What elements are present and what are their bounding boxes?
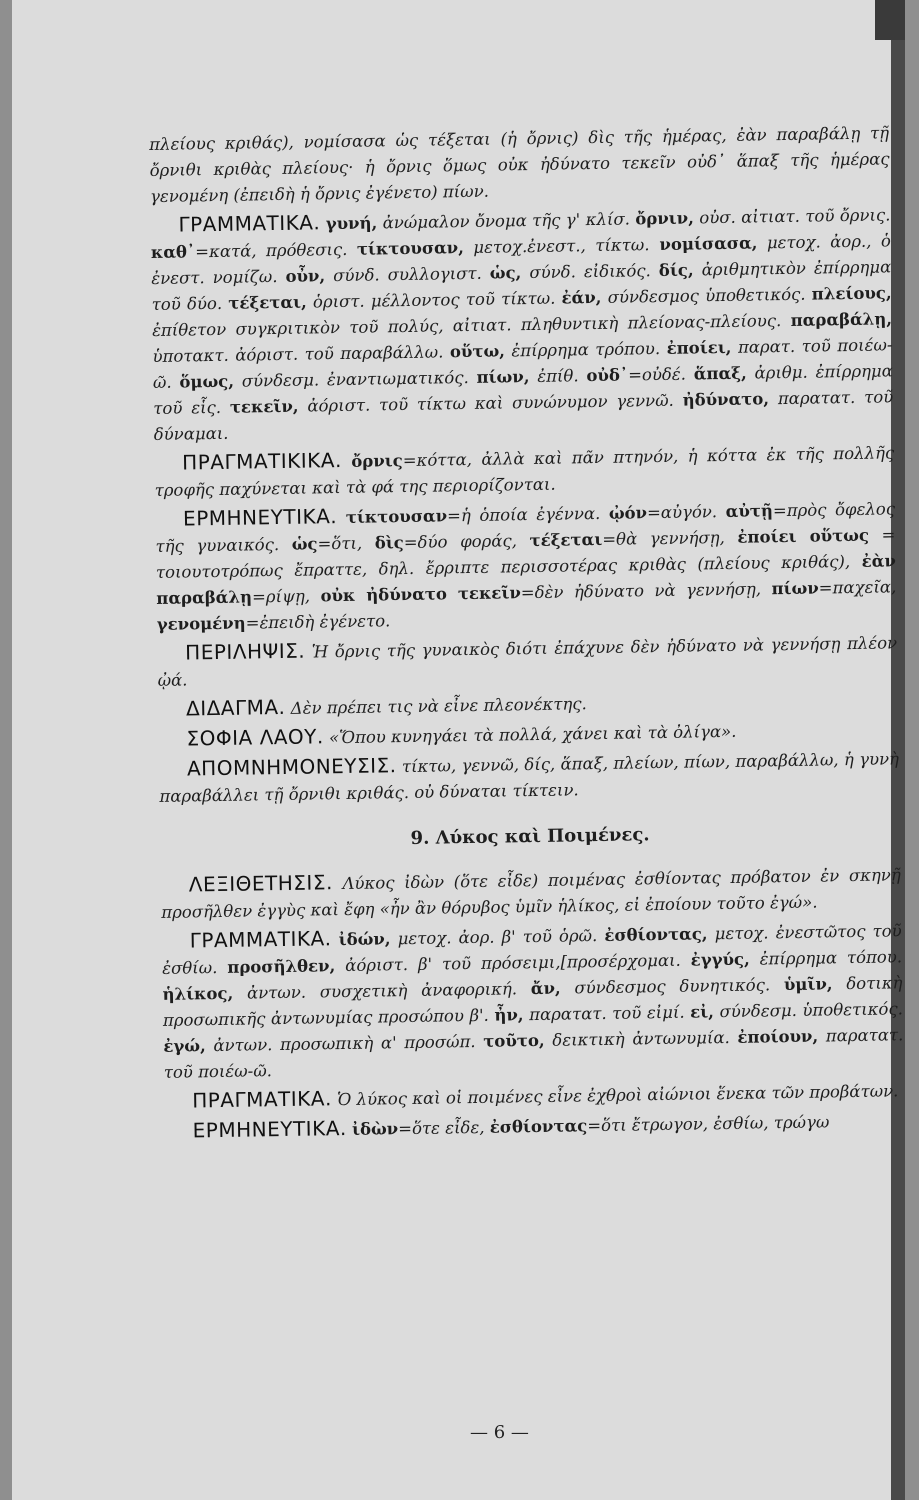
term: δὶς: [374, 533, 404, 553]
heading-grammatika: ΓΡΑΜΜΑΤΙΚΑ.: [189, 926, 332, 953]
paragraph-continuation: πλείους κριθάς), νομίσασα ὡς τέξεται (ἡ ὄρνις) δὶς τῆς ἡμέρας, ἐὰν παραβάλῃ τῇ ὄρνιθι κριθὰς πλείους· ἡ ὄρνις ὅμως οὐκ ἠδύνατο τεκεῖν οὐδ᾽ ἅπαξ τῆς ἡμέρας γενομένη (ἐπειδὴ ἡ ὄρνις ἐγένετο) πίων.: [149, 123, 890, 206]
gloss: παρατατ. τοῦ ποιέω-ῶ.: [163, 1025, 904, 1082]
term: ἐγγύς,: [690, 949, 750, 970]
gloss: σύνδ. συλλογιστ.: [325, 263, 490, 286]
apomnimoneusis-text: τίκτω, γεννῶ, δίς, ἅπαξ, πλείων, πίων, παραβάλλω, ἡ γυνὴ παραβάλλει τῇ ὄρνιθι κριθάς. οὐ δύναται τίκτειν.: [159, 749, 900, 806]
term: ἦν,: [494, 1005, 524, 1025]
gloss: σύνδεσμ. ἐναντιωματικός.: [233, 367, 477, 391]
grammatika-entries: [151, 205, 894, 444]
term: ἐσθίοντας: [489, 1116, 588, 1137]
heading-ermineutika: ΕΡΜΗΝΕΥΤΙΚΑ.: [182, 504, 338, 531]
term: ὑμῖν,: [783, 974, 833, 995]
gloss: =ρίψῃ,: [251, 586, 321, 607]
gloss: ἀόριστ. β' τοῦ πρόσειμι,[προσέρχομαι.: [335, 950, 691, 976]
heading-lexithetisis: ΛΕΞΙΘΕΤΗΣΙΣ.: [188, 870, 334, 897]
gloss: σύνδεσμ. ὑποθετικός.: [713, 999, 904, 1022]
term: πίων,: [476, 367, 530, 387]
term: ἰδών,: [338, 929, 391, 950]
gloss: =ὅτι ἔτρωγον, ἐσθίω, τρώγω: [587, 1112, 830, 1136]
gloss: ἀνώμαλον ὄνομα τῆς γ' κλίσ.: [377, 209, 636, 233]
ermineutika-entries: [352, 1112, 830, 1138]
gloss: δοτικὴ προσωπικῆς ἀντωνυμίας προσώπου β'.: [162, 973, 903, 1030]
gloss: =θὰ γεννήσῃ,: [602, 527, 738, 549]
gloss: ἐπίθ.: [529, 366, 587, 387]
term: ὡς,: [489, 263, 522, 283]
gloss: σύνδεσμος δυνητικός.: [560, 975, 785, 998]
heading-pragmatika: ΠΡΑΓΜΑΤΙΚΑ.: [192, 1086, 333, 1113]
heading-ermineutika: ΕΡΜΗΝΕΥΤΙΚΑ.: [192, 1116, 347, 1143]
grammatika-paragraph: [150, 200, 894, 448]
section-title: 9. Λύκος καὶ Ποιμένες.: [410, 824, 650, 849]
gloss: =ἐπειδὴ ἐγένετο.: [245, 611, 391, 633]
term: εἰ,: [690, 1002, 715, 1022]
term: ἐποίει,: [666, 337, 732, 358]
book-page: [12, 0, 905, 1500]
term: ἐγώ,: [163, 1036, 206, 1056]
gloss: =κόττα, ἀλλὰ καὶ πᾶν πτηνόν, ἡ κόττα ἐκ τῆς πολλῆς τροφῆς παχύνεται καὶ τὰ φά της περιορίζονται.: [154, 443, 895, 500]
grammatika-paragraph-2: [162, 916, 904, 1086]
gloss: ὑποτακτ. ἀόριστ. τοῦ παραβάλλω.: [152, 342, 451, 366]
perilipsis-text: Ἡ ὄρνις τῆς γυναικὸς διότι ἐπάχυνε δὲν ἠδύνατο νὰ γεννήσῃ πλέον ᾠά.: [157, 633, 898, 690]
gloss: ἀριθμητικὸν ἐπίρρημα τοῦ δύο.: [151, 257, 892, 314]
term: πίων: [771, 578, 819, 599]
gloss: παρατ. τοῦ ποιέω-ῶ.: [152, 335, 893, 392]
term: τέξεται: [529, 529, 603, 551]
gloss: δεικτικὴ ἀντωνυμία.: [544, 1027, 738, 1050]
gloss: ἀντων. προσωπικὴ α' προσώπ.: [205, 1031, 484, 1056]
perilipsis-paragraph: [157, 628, 898, 694]
term: ἐποίουν,: [737, 1026, 819, 1047]
gloss: =ἡ ὁποία ἐγέννα.: [446, 503, 610, 526]
term: παραβάλῃ,: [790, 309, 893, 330]
pragmatika-paragraph: [154, 438, 895, 504]
term: ἐὰν παραβάλῃ: [156, 551, 896, 608]
term: νομίσασα,: [649, 233, 758, 255]
gloss: ἐπίρρημα τρόπου.: [504, 338, 667, 361]
gloss: ἀόριστ. τοῦ τίκτω καὶ συνώνυμον γεννῶ.: [298, 390, 683, 416]
didagma-text: Δὲν πρέπει τις νὰ εἶνε πλεονέκτης.: [290, 694, 587, 718]
term: ἡλίκος,: [162, 983, 234, 1004]
gloss: μετοχ. ἀορ., ὁ ἐνεστ. νομίζω.: [151, 231, 891, 288]
gloss: σύνδεσμος ὑποθετικός.: [601, 284, 812, 307]
pragmatika-text: Ὁ λύκος καὶ οἱ ποιμένες εἶνε ἐχθροὶ αἰώνιοι ἕνεκα τῶν προβάτων.: [336, 1081, 899, 1110]
term: ὄρνις: [351, 451, 403, 471]
gloss: ἐπίρρημα τόπου.: [749, 947, 903, 969]
gloss: = τοιουτοτρόπως ἔπραττε, δηλ. ἔρριπτε περισσοτέρας κριθὰς (πλείους κριθάς),: [155, 525, 896, 582]
heading-perilipsis: ΠΕΡΙΛΗΨΙΣ.: [184, 638, 306, 665]
term: αὐτῇ: [725, 501, 774, 521]
term: γενομένη: [156, 613, 246, 634]
page-number: — 6 —: [470, 1422, 529, 1443]
term: πλείους,: [811, 283, 892, 304]
gloss: =παχεῖα,: [818, 577, 897, 598]
gloss: =κατά, πρόθεσις.: [195, 239, 358, 262]
term: γυνή,: [325, 213, 378, 234]
heading-didagma: ΔΙΔΑΓΜΑ.: [185, 694, 286, 721]
gloss: ἀντων. συσχετικὴ ἀναφορική.: [233, 979, 531, 1003]
term: οὕτω,: [449, 341, 506, 362]
gloss: =πρὸς ὄφελος τῆς γυναικός.: [155, 499, 896, 556]
heading-pragmatika: ΠΡΑΓΜΑΤΙΚΙΚΑ.: [182, 448, 343, 475]
heading-apomnimoneusis: ΑΠΟΜΝΗΜΟΝΕΥΣΙΣ.: [186, 753, 397, 781]
term: ᾠόν: [608, 503, 648, 523]
term: δίς,: [658, 260, 694, 281]
term: τίκτουσαν,: [356, 238, 465, 259]
page-corner-shadow: [875, 0, 905, 40]
term: καθ᾽: [150, 242, 196, 262]
sofia-text: «Ὅπου κυνηγάει τὰ πολλά, χάνει καὶ τὰ ὀλίγα».: [328, 721, 737, 748]
term: ὡς: [291, 534, 318, 554]
term: ἐσθίοντας,: [604, 924, 708, 945]
term: ἠδύνατο,: [682, 389, 770, 410]
term: προσῆλθεν,: [227, 956, 336, 977]
term: οὖν,: [285, 266, 326, 286]
term: ἄν,: [530, 978, 561, 999]
gloss: =ὅτι,: [317, 533, 375, 554]
term: τοῦτο,: [483, 1030, 545, 1051]
gloss: ἀριθμ. ἐπίρρημα τοῦ εἷς.: [153, 361, 893, 418]
gloss: μετοχ. ἐνεστῶτος τοῦ ἐσθίω.: [161, 921, 902, 978]
gloss: ἐπίθετον συγκριτικὸν τοῦ πολύς, αἰτιατ. πληθυντικὴ πλείονας-πλείους.: [151, 310, 791, 340]
lexithetisis-text: Λύκος ἰδὼν (ὅτε εἶδε) ποιμένας ἐσθίοντας πρόβατον ἐν σκηνῇ προσῆλθεν ἐγγὺς καὶ ἔφη «ἦν ἂν θόρυβος ὑμῖν ἡλίκος, εἰ ἐποίουν τοῦτο ἐγώ».: [161, 865, 901, 922]
gloss: μετοχ. ἀορ. β' τοῦ ὁρῶ.: [390, 925, 605, 949]
term: ἐποίει οὕτως: [737, 525, 870, 547]
lexithetisis-paragraph: [161, 860, 902, 926]
gloss: =δύο φοράς,: [403, 531, 530, 553]
heading-sofia-laou: ΣΟΦΙΑ ΛΑΟΥ.: [186, 724, 324, 751]
term: ἰδὼν: [351, 1119, 399, 1139]
page-content: [149, 120, 905, 1145]
gloss: σύνδ. εἰδικός.: [521, 261, 659, 283]
gloss: παρατατ. τοῦ εἰμί.: [523, 1002, 691, 1025]
term: τεκεῖν,: [229, 396, 299, 417]
term: ὅμως,: [179, 371, 235, 392]
term: ἐάν,: [561, 287, 602, 308]
term: τίκτουσαν: [345, 506, 448, 527]
gloss: μετοχ.ἐνεστ., τίκτω.: [463, 235, 650, 258]
term: τέξεται,: [228, 292, 307, 313]
gloss: ὁριστ. μέλλοντος τοῦ τίκτω.: [306, 288, 562, 312]
ermineutika-paragraph: [155, 494, 897, 638]
term: οὐδ᾽: [586, 365, 629, 386]
term: οὐκ ἠδύνατο τεκεῖν: [320, 583, 521, 606]
gloss: παρατατ. τοῦ δύναμαι.: [153, 387, 894, 444]
term: ὄρνιν,: [635, 208, 695, 229]
gloss: =δὲν ἠδύνατο νὰ γεννήσῃ,: [520, 579, 772, 603]
gloss: =οὐδέ.: [627, 364, 694, 385]
gloss: =αὐγόν.: [646, 501, 726, 523]
apomnimoneusis-paragraph: [159, 744, 900, 810]
gloss: =ὅτε εἶδε,: [398, 1117, 490, 1139]
term: ἅπαξ,: [693, 363, 747, 384]
heading-grammatika: ΓΡΑΜΜΑΤΙΚΑ.: [178, 210, 321, 237]
gloss: οὐσ. αἰτιατ. τοῦ ὄρνις.: [693, 205, 891, 228]
